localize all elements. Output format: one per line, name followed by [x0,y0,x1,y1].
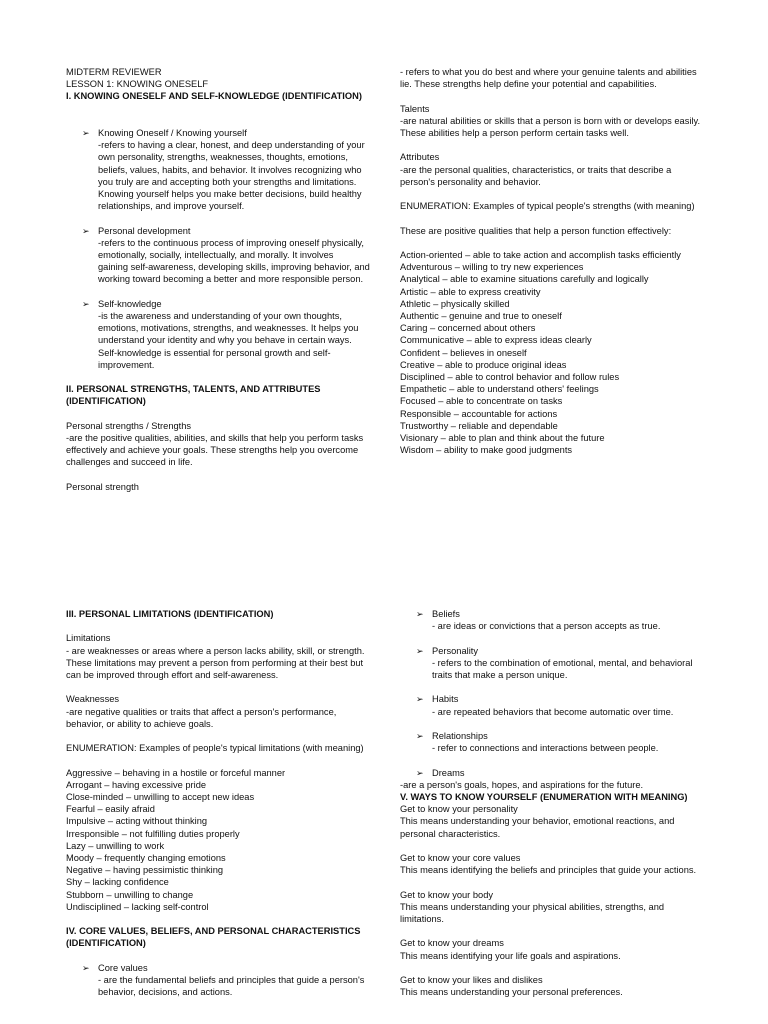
page-2-right-column [400,608,720,998]
text-line: MIDTERM REVIEWER [66,67,162,77]
spacer [66,913,376,925]
spacer [66,103,376,115]
bullet-description-line: own personality, strengths, weaknesses, thoughts, emotions, [98,152,348,163]
spacer [66,469,376,481]
bullet-description-line: traits that make a person unique. [432,670,568,680]
text-line: Get to know your body [400,889,494,900]
spacer [66,730,376,742]
text-line: LESSON 1: KNOWING ONESELF [66,79,209,90]
arrow-bullet-icon: ➢ [416,730,424,741]
text-line: Impulsive – acting without thinking [66,816,208,827]
spacer [66,950,376,962]
bullet-term: Knowing Oneself / Knowing yourself [98,127,247,138]
bullet-term: Personal development [98,225,191,236]
bullet-description-line: you truly are and accepting both your strengths and limitations. [98,176,357,187]
text-line: Communicative – able to express ideas clearly [400,335,592,346]
text-line: -are natural abilities or skills that a person is born with or develops easily. [400,115,701,126]
text-line: behavior, or ability to achieve goals. [66,718,214,729]
text-line: challenges and succeed in life. [66,457,193,468]
text-line: Shy – lacking confidence [66,877,169,888]
spacer [66,286,376,298]
page-2-left-column [66,608,376,998]
bullet-term: Relationships [432,730,488,741]
text-line: Get to know your core values [400,852,521,863]
spacer [400,962,720,974]
text-line: Empathetic – able to understand others' feelings [400,384,599,395]
text-line: Caring – concerned about others [400,323,536,334]
text-line: Negative – having pessimistic thinking [66,865,224,876]
arrow-bullet-icon: ➢ [416,609,424,619]
bullet-description-line: - are ideas or convictions that a person accepts as true. [432,621,661,632]
text-line: Attributes [400,152,440,163]
text-line: These limitations may prevent a person from performing at their best but [66,657,364,668]
bullet-item [400,645,720,682]
spacer [400,212,720,224]
arrow-bullet-icon: ➢ [82,962,90,973]
text-line: - are weaknesses or areas where a person lacks ability, skill, or strength. [66,645,365,656]
text-line: This means identifying the beliefs and principles that guide your actions. [400,865,697,876]
section-heading: V. WAYS TO KNOW YOURSELF (ENUMERATION WITH MEANING) [400,791,688,802]
text-line: - refers to what you do best and where your genuine talents and abilities [400,67,697,77]
text-line: person's personality and behavior. [400,176,541,187]
spacer [400,754,720,766]
text-line: ENUMERATION: Examples of typical people's strengths (with meaning) [400,201,695,212]
bullet-description-line: working toward becoming a better and more responsible person. [98,274,364,285]
text-line: Action-oriented – able to take action and accomplish tasks efficiently [400,249,681,260]
text-line: Close-minded – unwilling to accept new ideas [66,791,255,802]
text-line: Trustworthy – reliable and dependable [400,420,558,431]
text-line: ENUMERATION: Examples of people's typical limitations (with meaning) [66,743,364,754]
spacer [66,408,376,420]
bullet-term: Habits [432,694,459,705]
text-line: Wisdom – ability to make good judgments [400,445,573,456]
bullet-item [400,730,720,754]
text-line: Stubborn – unwilling to change [66,889,194,900]
text-line: Fearful – easily afraid [66,804,155,815]
spacer [400,237,720,249]
bullet-description-line: - are repeated behaviors that become automatic over time. [432,706,674,717]
text-line: Limitations [66,633,111,644]
text-line: Undisciplined – lacking self-control [66,901,209,912]
text-line: Personal strengths / Strengths [66,420,192,431]
bullet-description-line: improvement. [98,359,155,370]
page-1-left-column [66,66,376,493]
text-line: These abilities help a person perform certain tasks well. [400,128,629,138]
text-line: This means understanding your physical abilities, strengths, and [400,901,665,912]
spacer [400,632,720,644]
bullet-term: Beliefs [432,609,460,619]
spacer [66,681,376,693]
spacer [400,718,720,730]
spacer [66,212,376,224]
bullet-description-line: -refers to the continuous process of improving oneself physically, [98,237,364,248]
text-line: Disciplined – able to control behavior and follow rules [400,372,620,382]
text-line: Get to know your dreams [400,938,504,949]
text-line: Adventurous – willing to try new experiences [400,262,584,273]
text-line: These are positive qualities that help a person function effectively: [400,225,672,236]
bullet-description-line: - refers to the combination of emotional, mental, and behavioral [432,657,693,668]
section-heading: IV. CORE VALUES, BELIEFS, AND PERSONAL CHARACTERISTICS [66,926,361,937]
bullet-term: Self-knowledge [98,298,162,309]
text-line: Moody – frequently changing emotions [66,853,226,863]
section-heading: I. KNOWING ONESELF AND SELF-KNOWLEDGE (IDENTIFICATION) [66,91,362,102]
text-line: Aggressive – behaving in a hostile or forceful manner [66,767,286,778]
text-line: This means understanding your behavior, emotional reactions, and [400,816,675,827]
bullet-description-line: beliefs, values, habits, and behavior. It involves recognizing who [98,164,362,175]
section-heading: II. PERSONAL STRENGTHS, TALENTS, AND ATTRIBUTES (IDENTIFICATION) [66,384,324,407]
arrow-bullet-icon: ➢ [416,694,424,705]
arrow-bullet-icon: ➢ [416,645,424,656]
spacer [400,681,720,693]
spacer [400,188,720,200]
bullet-description-line: emotions, motivations, strengths, and weaknesses. It helps you [98,323,359,334]
text-line: Responsible – accountable for actions [400,408,558,419]
bullet-description-line: understand your identity and why you behave in certain ways. [98,335,352,346]
page-2 [0,580,768,1024]
text-line: can be improved through effort and self-awareness. [66,670,279,680]
text-line: This means understanding your personal preferences. [400,987,623,998]
bullet-item [400,608,720,632]
bullet-item [400,767,720,779]
arrow-bullet-icon: ➢ [82,225,90,236]
text-line: personal characteristics. [400,828,501,839]
text-line: effectively and achieve your goals. These strengths help you overcome [66,445,359,456]
text-line: Get to know your personality [400,804,518,815]
bullet-description-line: emotionally, socially, intellectually, and morally. It involves [98,250,334,260]
text-line: Personal strength [66,481,139,492]
text-line: This means identifying your life goals and aspirations. [400,950,621,961]
text-line: -are the personal qualities, characteristics, or traits that describe a [400,164,672,175]
text-line: Get to know your likes and dislikes [400,974,543,985]
bullet-item [66,962,376,999]
text-line: Weaknesses [66,694,120,705]
text-line: -are the positive qualities, abilities, and skills that help you perform tasks [66,433,364,443]
text-line: Analytical – able to examine situations carefully and logically [400,274,649,285]
spacer [66,371,376,383]
text-line: Authentic – genuine and true to oneself [400,310,562,321]
spacer [66,620,376,632]
text-line: Athletic – physically skilled [400,298,510,309]
bullet-description-line: Knowing yourself helps you make better decisions, build healthy [98,189,362,199]
bullet-term: Dreams [432,767,465,778]
arrow-bullet-icon: ➢ [416,767,424,778]
bullet-item [66,127,376,212]
text-line: Creative – able to produce original ideas [400,359,567,370]
bullet-item [400,693,720,717]
spacer [400,876,720,888]
bullet-item [66,298,376,371]
spacer [66,115,376,127]
text-line: Irresponsible – not fulfilling duties properly [66,828,240,839]
arrow-bullet-icon: ➢ [82,127,90,138]
text-line: Arrogant – having excessive pride [66,779,207,790]
text-line: Confident – believes in oneself [400,347,527,358]
bullet-description-line: Self-knowledge is essential for personal growth and self- [98,347,331,358]
bullet-term: Personality [432,645,478,656]
section-heading: III. PERSONAL LIMITATIONS (IDENTIFICATION) [66,609,274,619]
text-line: Lazy – unwilling to work [66,840,165,851]
bullet-description-line: - are the fundamental beliefs and principles that guide a person's [98,975,365,985]
text-line: Talents [400,103,430,114]
text-line: -are negative qualities or traits that affect a person's performance, [66,706,337,717]
text-line: lie. These strengths help define your potential and capabilities. [400,79,657,90]
bullet-description-line: -is the awareness and understanding of your own thoughts, [98,311,342,321]
bullet-description-line: relationships, and improve yourself. [98,201,245,212]
section-heading: (IDENTIFICATION) [66,938,146,949]
bullet-description-line: gaining self-awareness, developing skills, improving behavior, and [98,262,370,273]
bullet-term: Core values [98,962,148,973]
bullet-description-line: - refer to connections and interactions between people. [432,743,659,754]
bullet-description-line: behavior, decisions, and actions. [98,987,233,998]
bullet-item [66,225,376,286]
text-line: -are a person's goals, hopes, and aspirations for the future. [400,779,644,790]
arrow-bullet-icon: ➢ [82,298,90,309]
spacer [400,925,720,937]
text-line: Artistic – able to express creativity [400,286,541,297]
page-1-right-column [400,66,720,456]
spacer [400,139,720,151]
text-line: Visionary – able to plan and think about the future [400,433,605,444]
bullet-description-line: -refers to having a clear, honest, and deep understanding of your [98,140,365,151]
spacer [400,90,720,102]
spacer [66,754,376,766]
spacer [400,840,720,852]
text-line: limitations. [400,913,444,924]
text-line: Focused – able to concentrate on tasks [400,396,563,407]
